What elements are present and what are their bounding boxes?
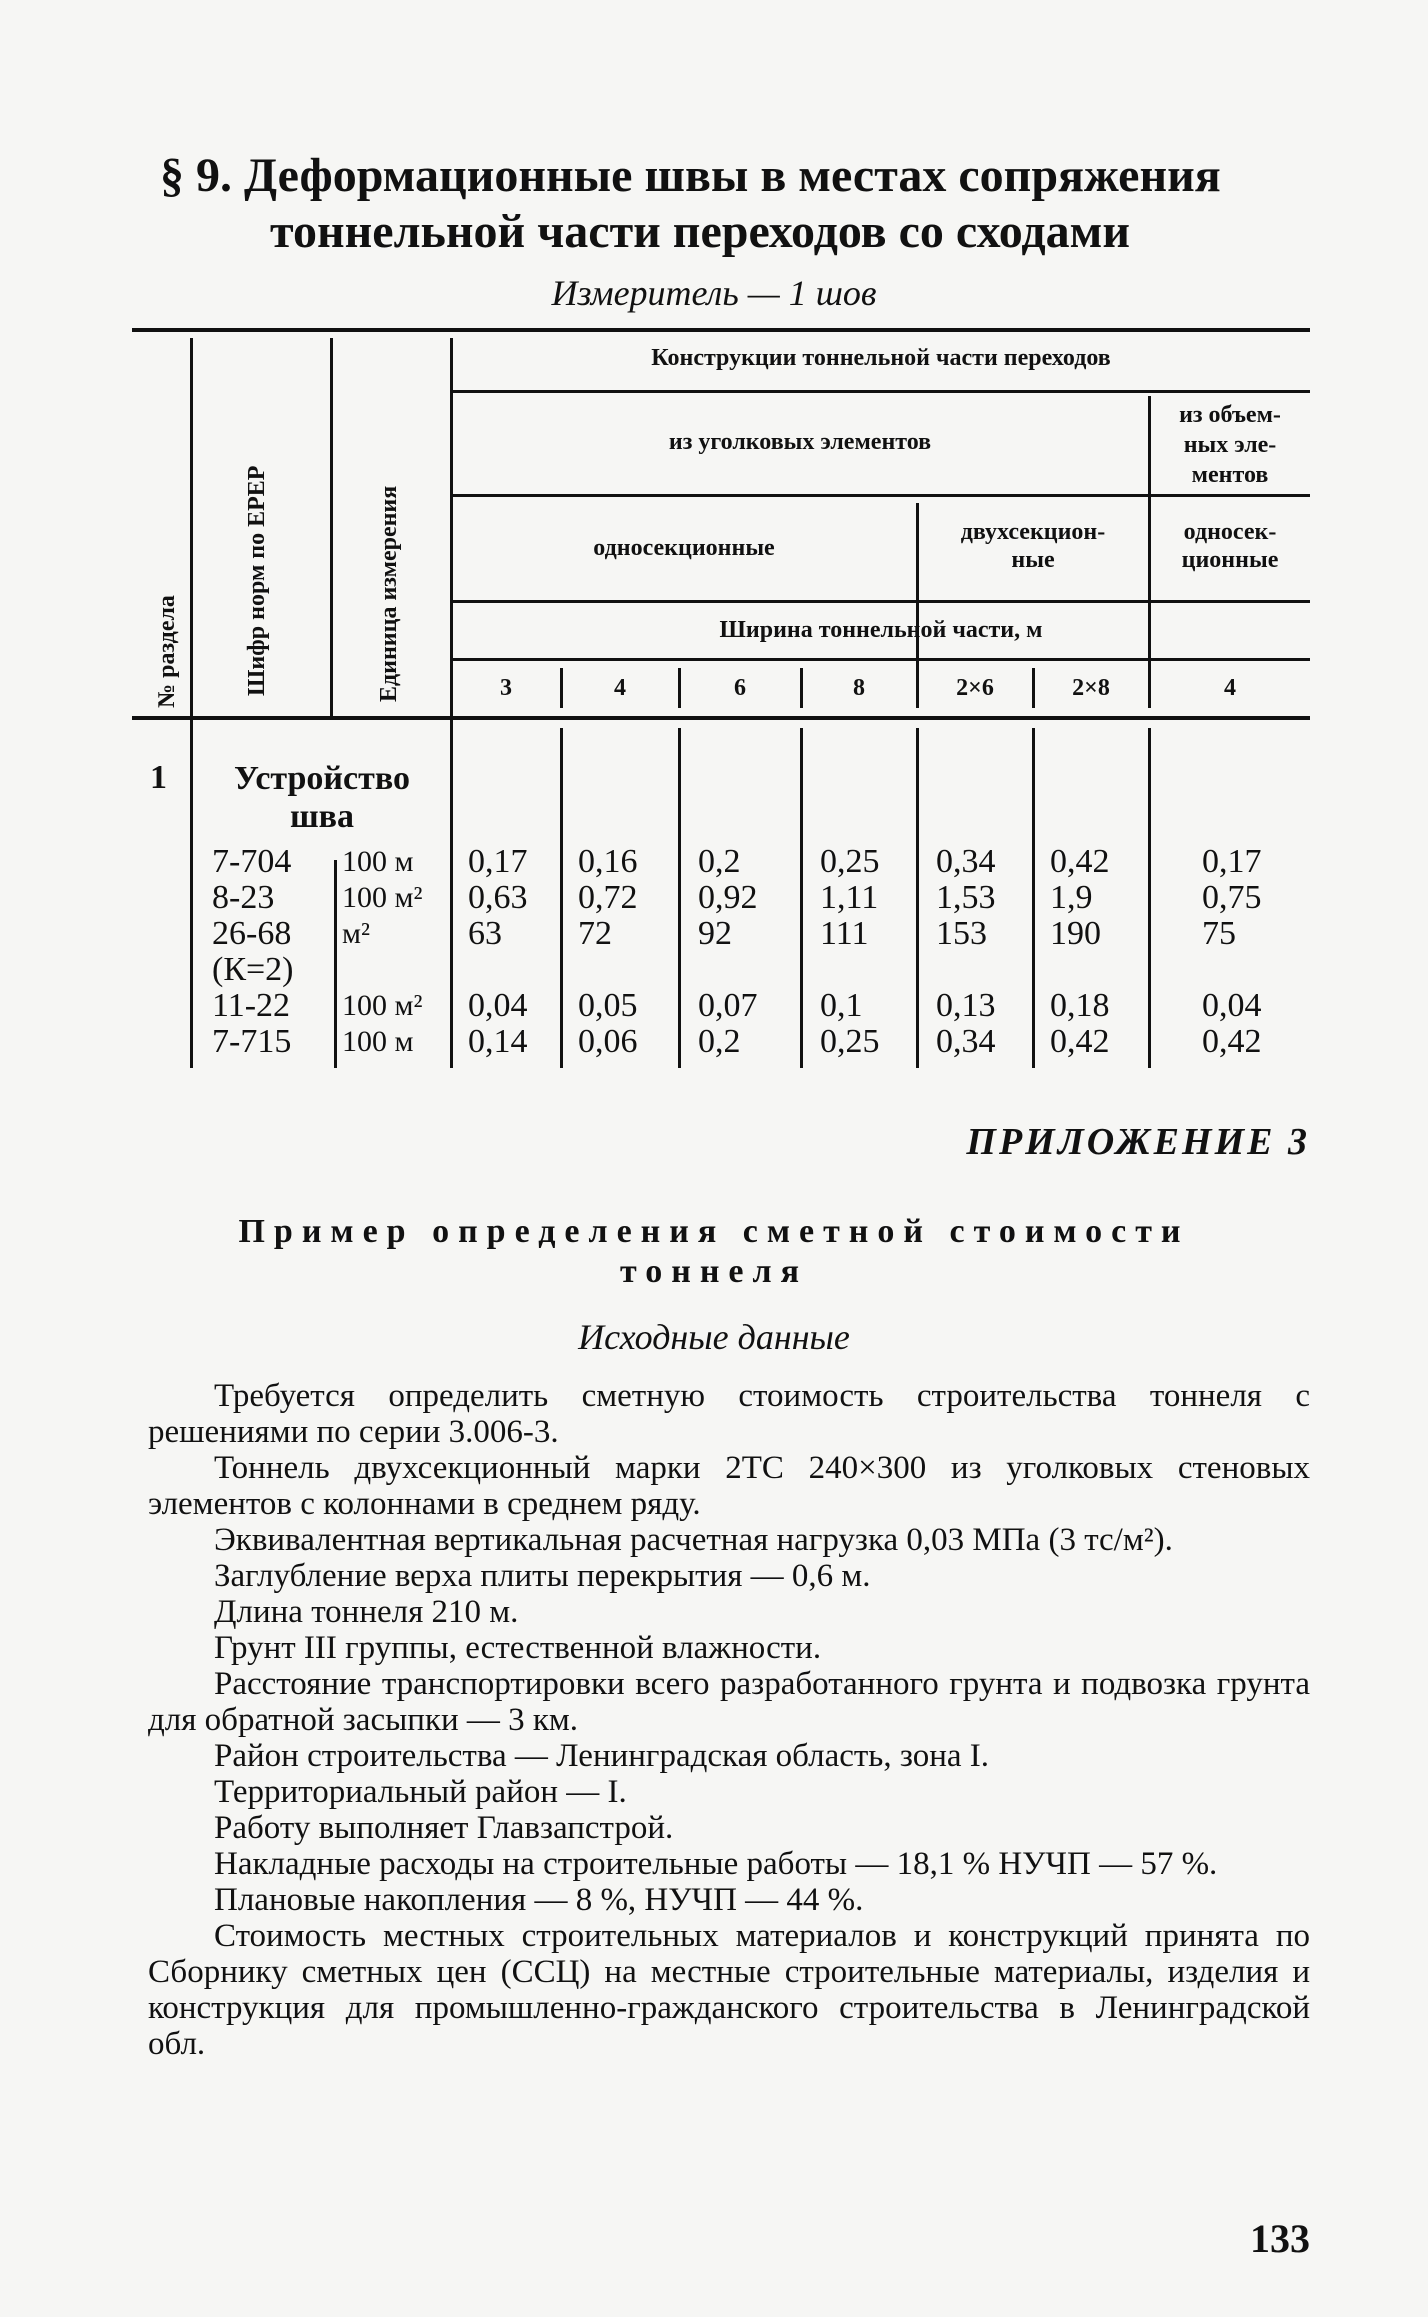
page-number: 133 [1250,2216,1310,2261]
values-width-2x6: 0,34 1,53 153 0,13 0,34 [936,843,996,1060]
paragraph: Стоимость местных строительных материалов и конструкций принята по Сборнику сметных цен (ССЦ) на местные строительные материалы, изделия и конструкция для промышленно-гражданского строительства в Ленинградской обл. [148,1918,1310,2062]
col-header-unit: Единица измерения [376,485,402,702]
paragraph: Грунт III группы, естественной влажности. [214,1630,822,1666]
width-2x6: 2×6 [956,675,994,701]
norms-table [132,328,1310,1068]
width-4-volume: 4 [1224,675,1236,701]
values-width-4-volume: 0,17 0,75 75 0,04 0,42 [1202,843,1262,1060]
section-number: 1 [150,759,167,796]
header-double-section: двухсекцион- ные [960,519,1106,573]
width-2x8: 2×8 [1072,675,1110,701]
width-3: 3 [500,675,512,701]
paragraph: Территориальный район — I. [214,1774,627,1810]
row-title-joint: Устройство шва [234,760,410,835]
section-title-line2: тоннельной части переходов со сходами [270,205,1130,258]
values-width-4: 0,16 0,72 72 0,05 0,06 [578,843,638,1060]
values-width-8: 0,25 1,11 111 0,1 0,25 [820,843,880,1060]
paragraph: Заглубление верха плиты перекрытия — 0,6 м. [214,1558,871,1594]
paragraph: Район строительства — Ленинградская область, зона I. [214,1738,990,1774]
values-width-2x8: 0,42 1,9 190 0,18 0,42 [1050,843,1110,1060]
initial-data-text [148,1378,1310,2062]
header-single-section-volume: односек- ционные [1181,519,1279,573]
width-8: 8 [853,675,865,701]
paragraph: Плановые накопления — 8 %, НУЧП — 44 %. [214,1882,864,1918]
paragraph: Длина тоннеля 210 м. [214,1594,519,1630]
width-4: 4 [614,675,626,701]
paragraph: Работу выполняет Главзапстрой. [214,1810,674,1846]
col-header-section-no: № раздела [154,595,180,708]
paragraph: Требуется определить сметную стоимость строительства тоннеля с решениями по серии 3.006-3. [148,1378,1310,1450]
appendix-label: ПРИЛОЖЕНИЕ 3 [966,1121,1310,1163]
header-single-section: односекционные [593,535,775,561]
section-title [160,148,1310,260]
codes-column: 7-704 8-23 26-68 (К=2) 11-22 7-715 [212,843,294,1060]
paragraph: Тоннель двухсекционный марки 2ТС 240×300 из уголковых стеновых элементов с колоннами в среднем ряду. [148,1450,1310,1522]
values-width-3: 0,17 0,63 63 0,04 0,14 [468,843,528,1060]
example-title: Пример определения сметной стоимости тоннеля [238,1213,1190,1290]
paragraph: Эквивалентная вертикальная расчетная нагрузка 0,03 МПа (3 тс/м²). [214,1522,1173,1558]
paragraph: Накладные расходы на строительные работы — 18,1 % НУЧП — 57 %. [214,1846,1218,1882]
values-width-6: 0,2 0,92 92 0,07 0,2 [698,843,758,1060]
paragraph: Расстояние транспортировки всего разработанного грунта и подвозка грунта для обратной засыпки — 3 км. [148,1666,1310,1738]
width-6: 6 [734,675,746,701]
units-column: 100 м 100 м² м² 100 м² 100 м [342,845,423,1058]
measure-unit: Измеритель — 1 шов [551,273,877,313]
section-title-line1: § 9. Деформационные швы в местах сопряжения [160,149,1221,202]
header-width: Ширина тоннельной части, м [719,617,1043,643]
col-header-code: Шифр норм по ЕРЕР [244,465,270,696]
header-constructions: Конструкции тоннельной части переходов [651,345,1111,371]
initial-data-heading: Исходные данные [578,1317,850,1357]
header-volume-elements: из объем- ных эле- ментов [1179,402,1281,488]
header-angle-elements: из уголковых элементов [668,429,932,455]
